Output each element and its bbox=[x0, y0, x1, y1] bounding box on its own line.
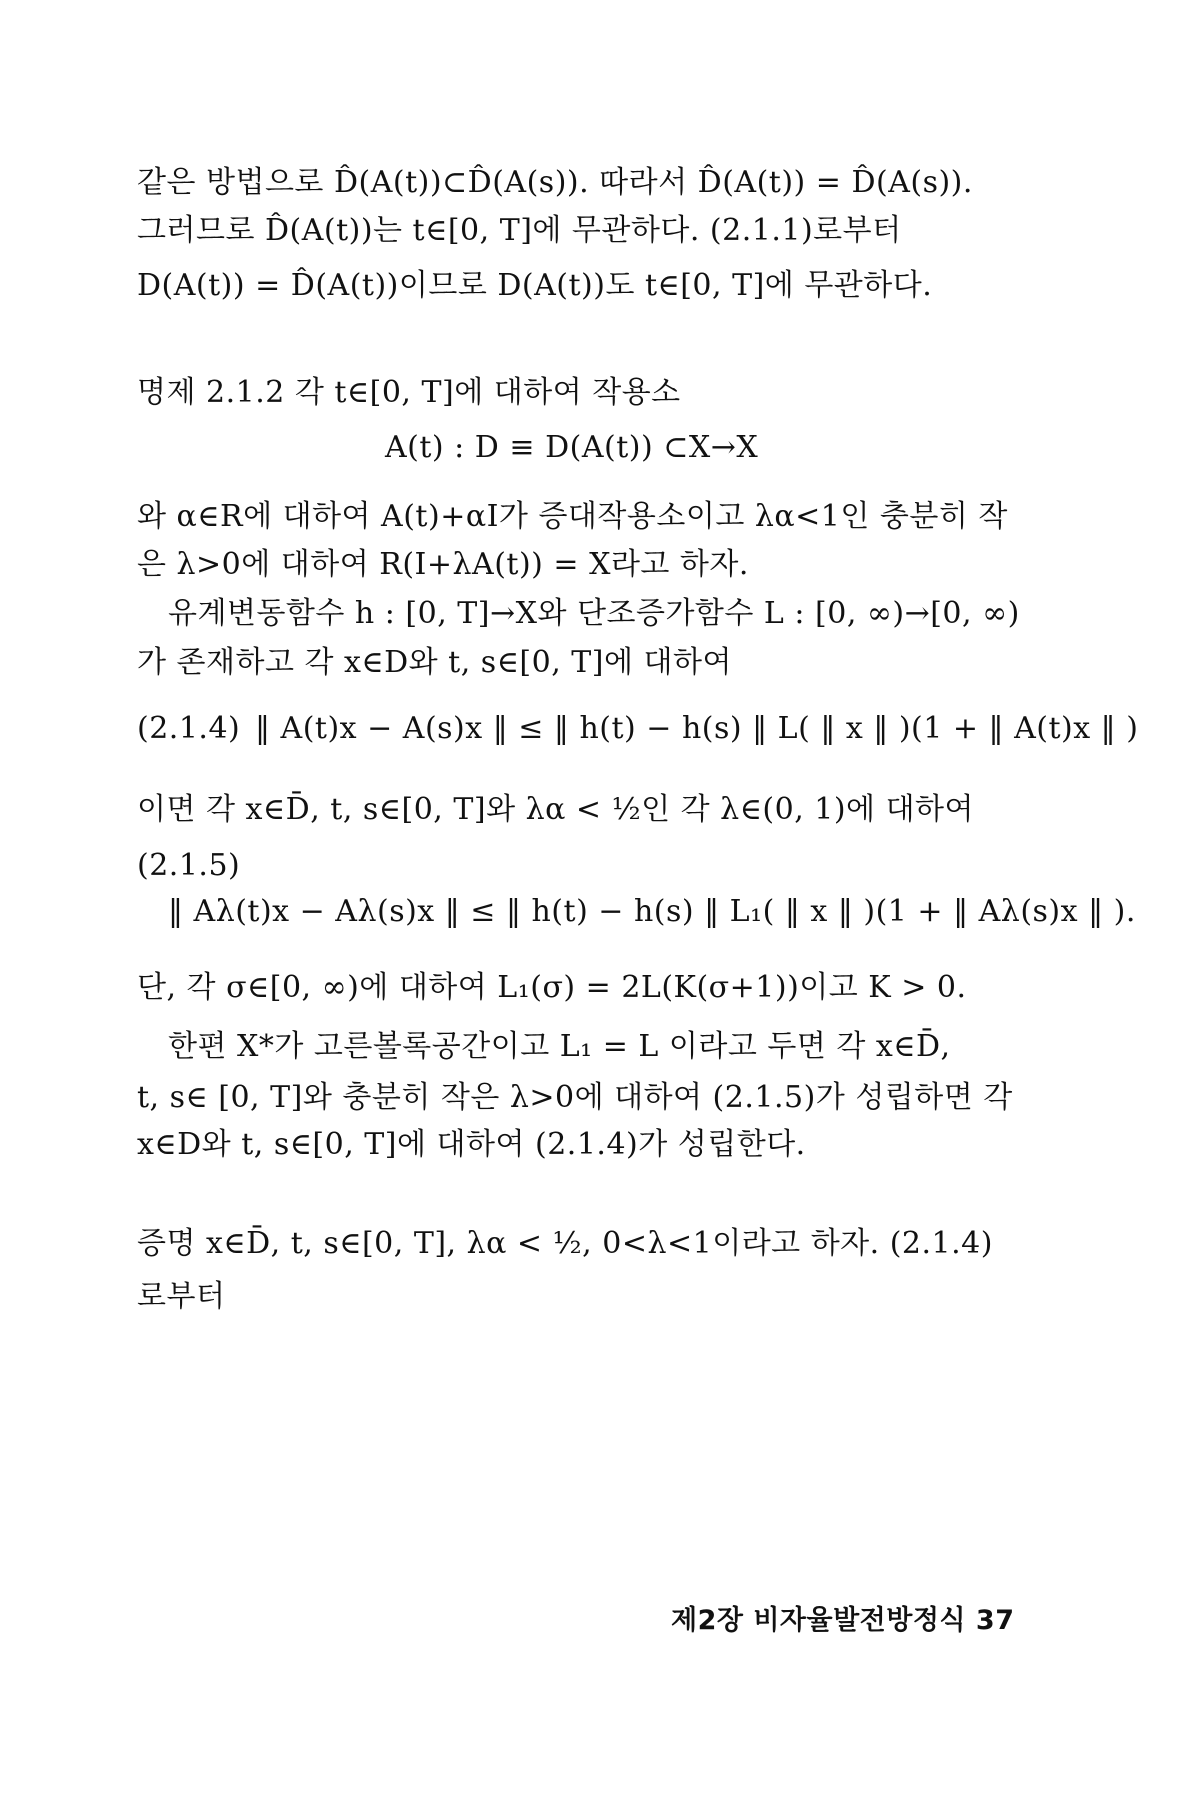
proposition-line-3: 유계변동함수 h : [0, T]→X와 단조증가함수 L : [0, ∞)→[0, ∞) bbox=[168, 596, 1020, 631]
proposition-heading: 명제 2.1.2 각 t∈[0, T]에 대하여 작용소 bbox=[137, 375, 681, 410]
then-line: 이면 각 x∈D̄, t, s∈[0, T]와 λα < ½인 각 λ∈(0, 1)에 대하여 bbox=[137, 792, 975, 827]
proof-line-1: 증명 x∈D̄, t, s∈[0, T], λα < ½, 0<λ<1이라고 하자. (2.1.4) bbox=[137, 1226, 993, 1261]
proposition-line-4: 가 존재하고 각 x∈D와 t, s∈[0, T]에 대하여 bbox=[137, 645, 732, 680]
proposition-line-1: 와 α∈R에 대하여 A(t)+αI가 증대작용소이고 λα<1인 충분히 작 bbox=[137, 499, 1008, 534]
convex-line-3: x∈D와 t, s∈[0, T]에 대하여 (2.1.4)가 성립한다. bbox=[137, 1127, 806, 1162]
proof-line-2: 로부터 bbox=[137, 1279, 226, 1314]
body-line-3: D(A(t)) = D̂(A(t))이므로 D(A(t))도 t∈[0, T]에 무관하다. bbox=[137, 268, 933, 303]
equation-2-1-5: ‖ Aλ(t)x − Aλ(s)x ‖ ≤ ‖ h(t) − h(s) ‖ L₁( ‖ x ‖ )(1 + ‖ Aλ(s)x ‖ ). bbox=[168, 894, 1136, 929]
where-line: 단, 각 σ∈[0, ∞)에 대하여 L₁(σ) = 2L(K(σ+1))이고 K > 0. bbox=[137, 970, 967, 1005]
convex-line-1: 한편 X*가 고른볼록공간이고 L₁ = L 이라고 두면 각 x∈D̄, bbox=[168, 1029, 951, 1064]
equation-2-1-5-label: (2.1.5) bbox=[137, 848, 241, 883]
body-line-2: 그러므로 D̂(A(t))는 t∈[0, T]에 무관하다. (2.1.1)로부터 bbox=[137, 213, 902, 248]
equation-2-1-4: ‖ A(t)x − A(s)x ‖ ≤ ‖ h(t) − h(s) ‖ L( ‖ x ‖ )(1 + ‖ A(t)x ‖ ) bbox=[255, 711, 1139, 746]
page-footer: 제2장 비자율발전방정식 37 bbox=[671, 1605, 1015, 1636]
convex-line-2: t, s∈ [0, T]와 충분히 작은 λ>0에 대하여 (2.1.5)가 성립하면 각 bbox=[137, 1080, 1013, 1115]
body-line-1: 같은 방법으로 D̂(A(t))⊂D̂(A(s)). 따라서 D̂(A(t)) = D̂(A(s)). bbox=[137, 165, 973, 200]
proposition-display-equation: A(t) : D ≡ D(A(t)) ⊂X→X bbox=[385, 430, 759, 465]
equation-2-1-4-label: (2.1.4) bbox=[137, 711, 241, 746]
proposition-line-2: 은 λ>0에 대하여 R(I+λA(t)) = X라고 하자. bbox=[137, 547, 749, 582]
